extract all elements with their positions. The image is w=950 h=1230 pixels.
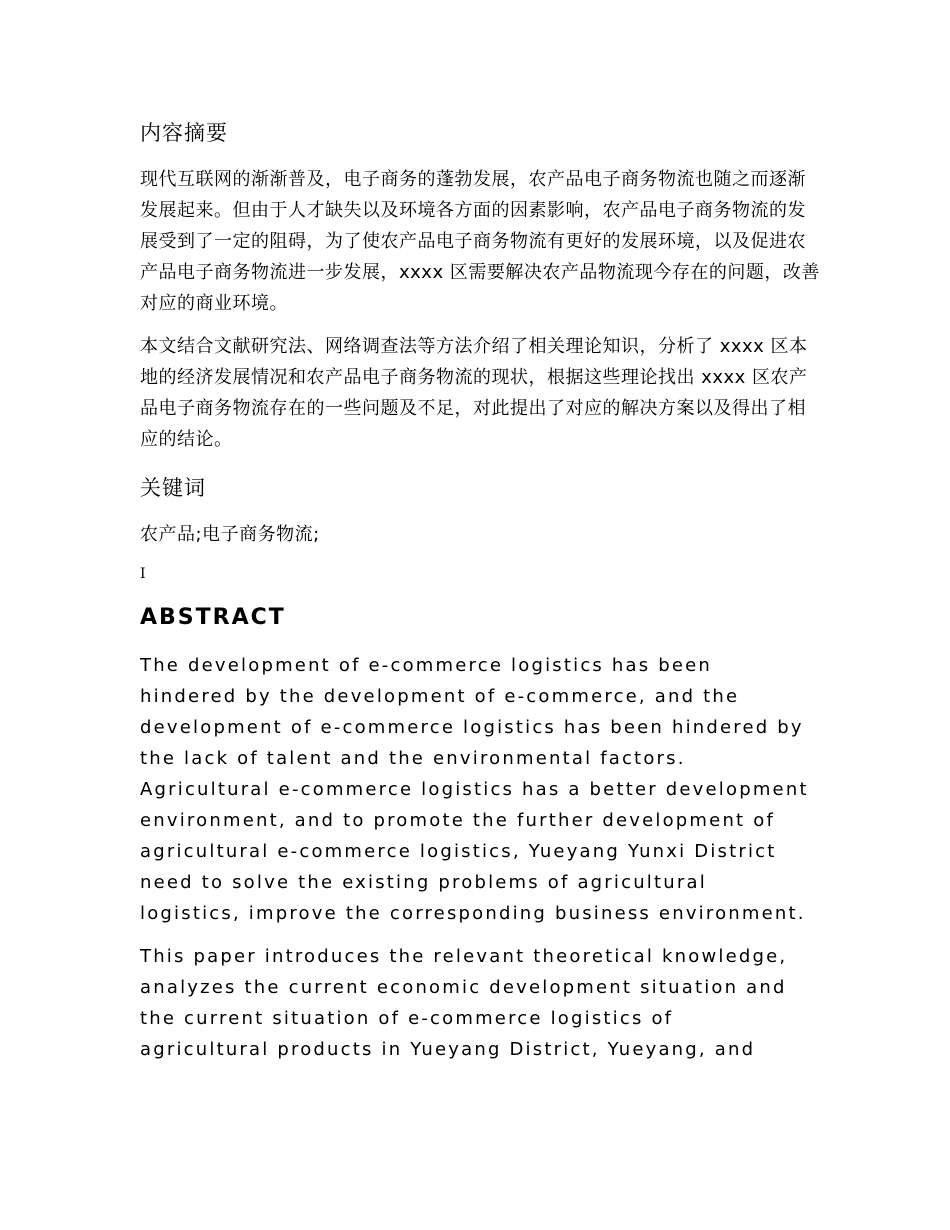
keywords-cn-text: 农产品;电子商务物流; — [140, 524, 320, 545]
abstract-cn-paragraph-1-text: 现代互联网的渐渐普及，电子商务的蓬勃发展，农产品电子商务物流也随之而逐渐发展起来。但由于人才缺失以及环境各方面的因素影响，农产品电子商务物流的发展受到了一定的阻碍，为了使农产品电子商务物流有更好的发展环境，以及促进农产品电子商务物流进一步发展，xxxx 区需要解决农产品物流现今存在的问题，改善对应的商业环境。 — [140, 169, 820, 314]
abstract-en-title: ABSTRACT — [140, 605, 286, 630]
abstract-en-paragraph-2: This paper introduces the relevant theoretical knowledge, analyzes the current economic development situation and the current situation of e-commerce logistics of agricultural products in Yueyang District, Yueyang, and — [140, 946, 788, 1060]
keywords-cn-title: 关键词 — [140, 476, 206, 500]
abstract-cn-paragraph-2-text: 本文结合文献研究法、网络调查法等方法介绍了相关理论知识，分析了 xxxx 区本地的经济发展情况和农产品电子商务物流的现状，根据这些理论找出 xxxx 区农产品电子商务物流存在的一些问题及不足，对此提出了对应的解决方案以及得出了相应的结论。 — [140, 336, 808, 450]
abstract-cn-title: 内容摘要 — [140, 121, 228, 145]
page-number: I — [140, 566, 146, 582]
abstract-cn-paragraph-1 — [140, 164, 820, 319]
page-content — [140, 118, 820, 1077]
abstract-en-paragraph-1: The development of e-commerce logistics has been hindered by the development of e-commerce, and the development of e-commerce logistics has been hindered by the lack of talent and the environmental factors. Agricultural e-commerce logistics has a better development environment, and to promote the further development of agricultural e-commerce logistics, Yueyang Yunxi District need to solve the existing problems of agricultural logistics, improve the corresponding business environment. — [140, 655, 809, 924]
abstract-cn-paragraph-2 — [140, 331, 820, 455]
